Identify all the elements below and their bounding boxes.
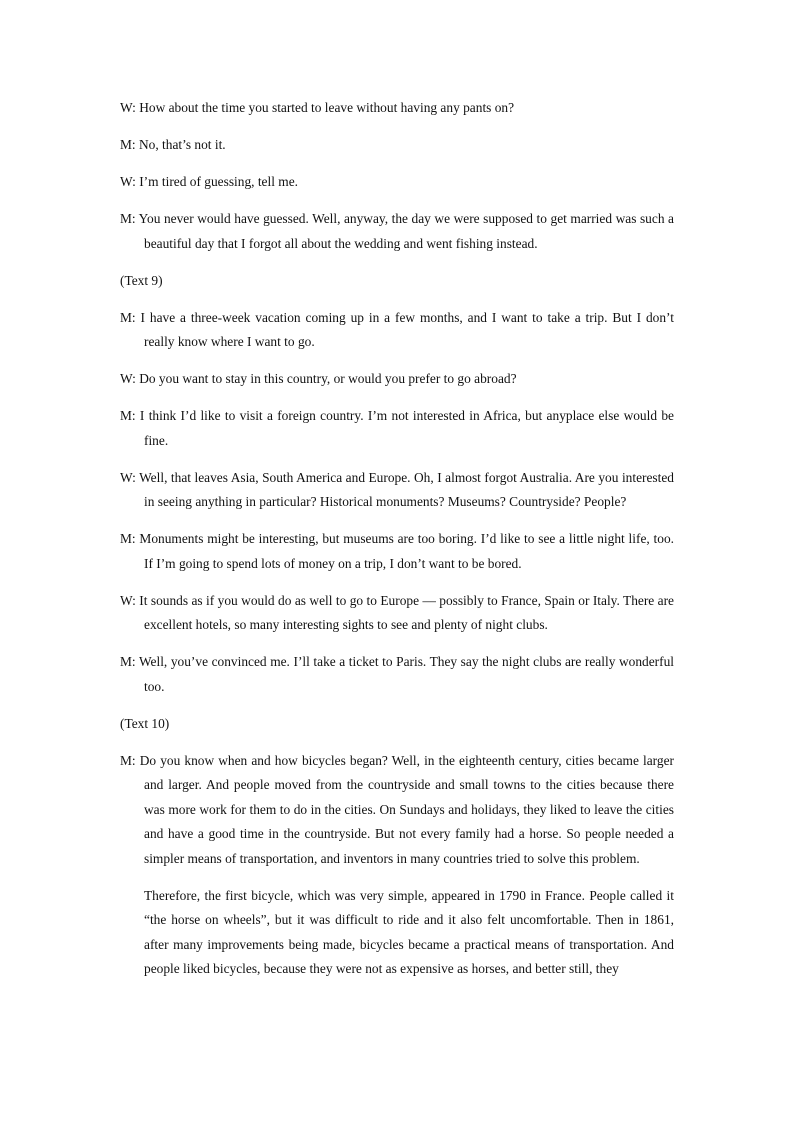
dialogue-line: M: Well, you’ve convinced me. I’ll take a ticket to Paris. They say the night clubs are really wonderful too. (120, 654, 674, 694)
dialogue-line: M: You never would have guessed. Well, anyway, the day we were supposed to get married was such a beautiful day that I forgot all about the wedding and went fishing instead. (120, 211, 674, 251)
dialogue-line: M: No, that’s not it. (120, 137, 226, 152)
dialogue-line: M: Monuments might be interesting, but museums are too boring. I’d like to see a little night life, too. If I’m going to spend lots of money on a trip, I don’t want to be bored. (120, 531, 674, 571)
section-heading: (Text 10) (120, 715, 170, 731)
dialogue-line: W: Well, that leaves Asia, South America and Europe. Oh, I almost forgot Australia. Are you interested in seeing anything in particular? Historical monuments? Museums? Countryside? People? (120, 469, 674, 509)
section-heading: (Text 9) (120, 272, 163, 288)
continuation-paragraph: Therefore, the first bicycle, which was very simple, appeared in 1790 in France. People called it “the horse on wheels”, but it was difficult to ride and it also felt uncomfortable. Then in 1861, after many improvements being made, bicycles became a practical means of transportation. And people liked bicycles, because they were not as expensive as horses, and better still, they (144, 887, 674, 976)
dialogue-line: W: It sounds as if you would do as well to go to Europe — possibly to France, Spain or Italy. There are excellent hotels, so many interesting sights to see and plenty of night clubs. (120, 592, 674, 632)
dialogue-line: W: How about the time you started to leave without having any pants on? (120, 100, 515, 115)
dialogue-line: M: I think I’d like to visit a foreign country. I’m not interested in Africa, but anyplace else would be fine. (120, 408, 674, 448)
dialogue-line: M: I have a three-week vacation coming up in a few months, and I want to take a trip. But I don’t really know where I want to go. (120, 309, 674, 349)
dialogue-line: W: Do you want to stay in this country, or would you prefer to go abroad? (120, 371, 517, 386)
dialogue-line: W: I’m tired of guessing, tell me. (120, 174, 299, 189)
document-body (120, 96, 674, 994)
dialogue-line: M: Do you know when and how bicycles began? Well, in the eighteenth century, cities became larger and larger. And people moved from the countryside and small towns to the cities because there was more work for them to do in the cities. On Sundays and holidays, they liked to leave the cities and have a good time in the countryside. But not every family had a horse. So people needed a simpler means of transportation, and inventors in many countries tried to solve this problem. (120, 752, 674, 866)
